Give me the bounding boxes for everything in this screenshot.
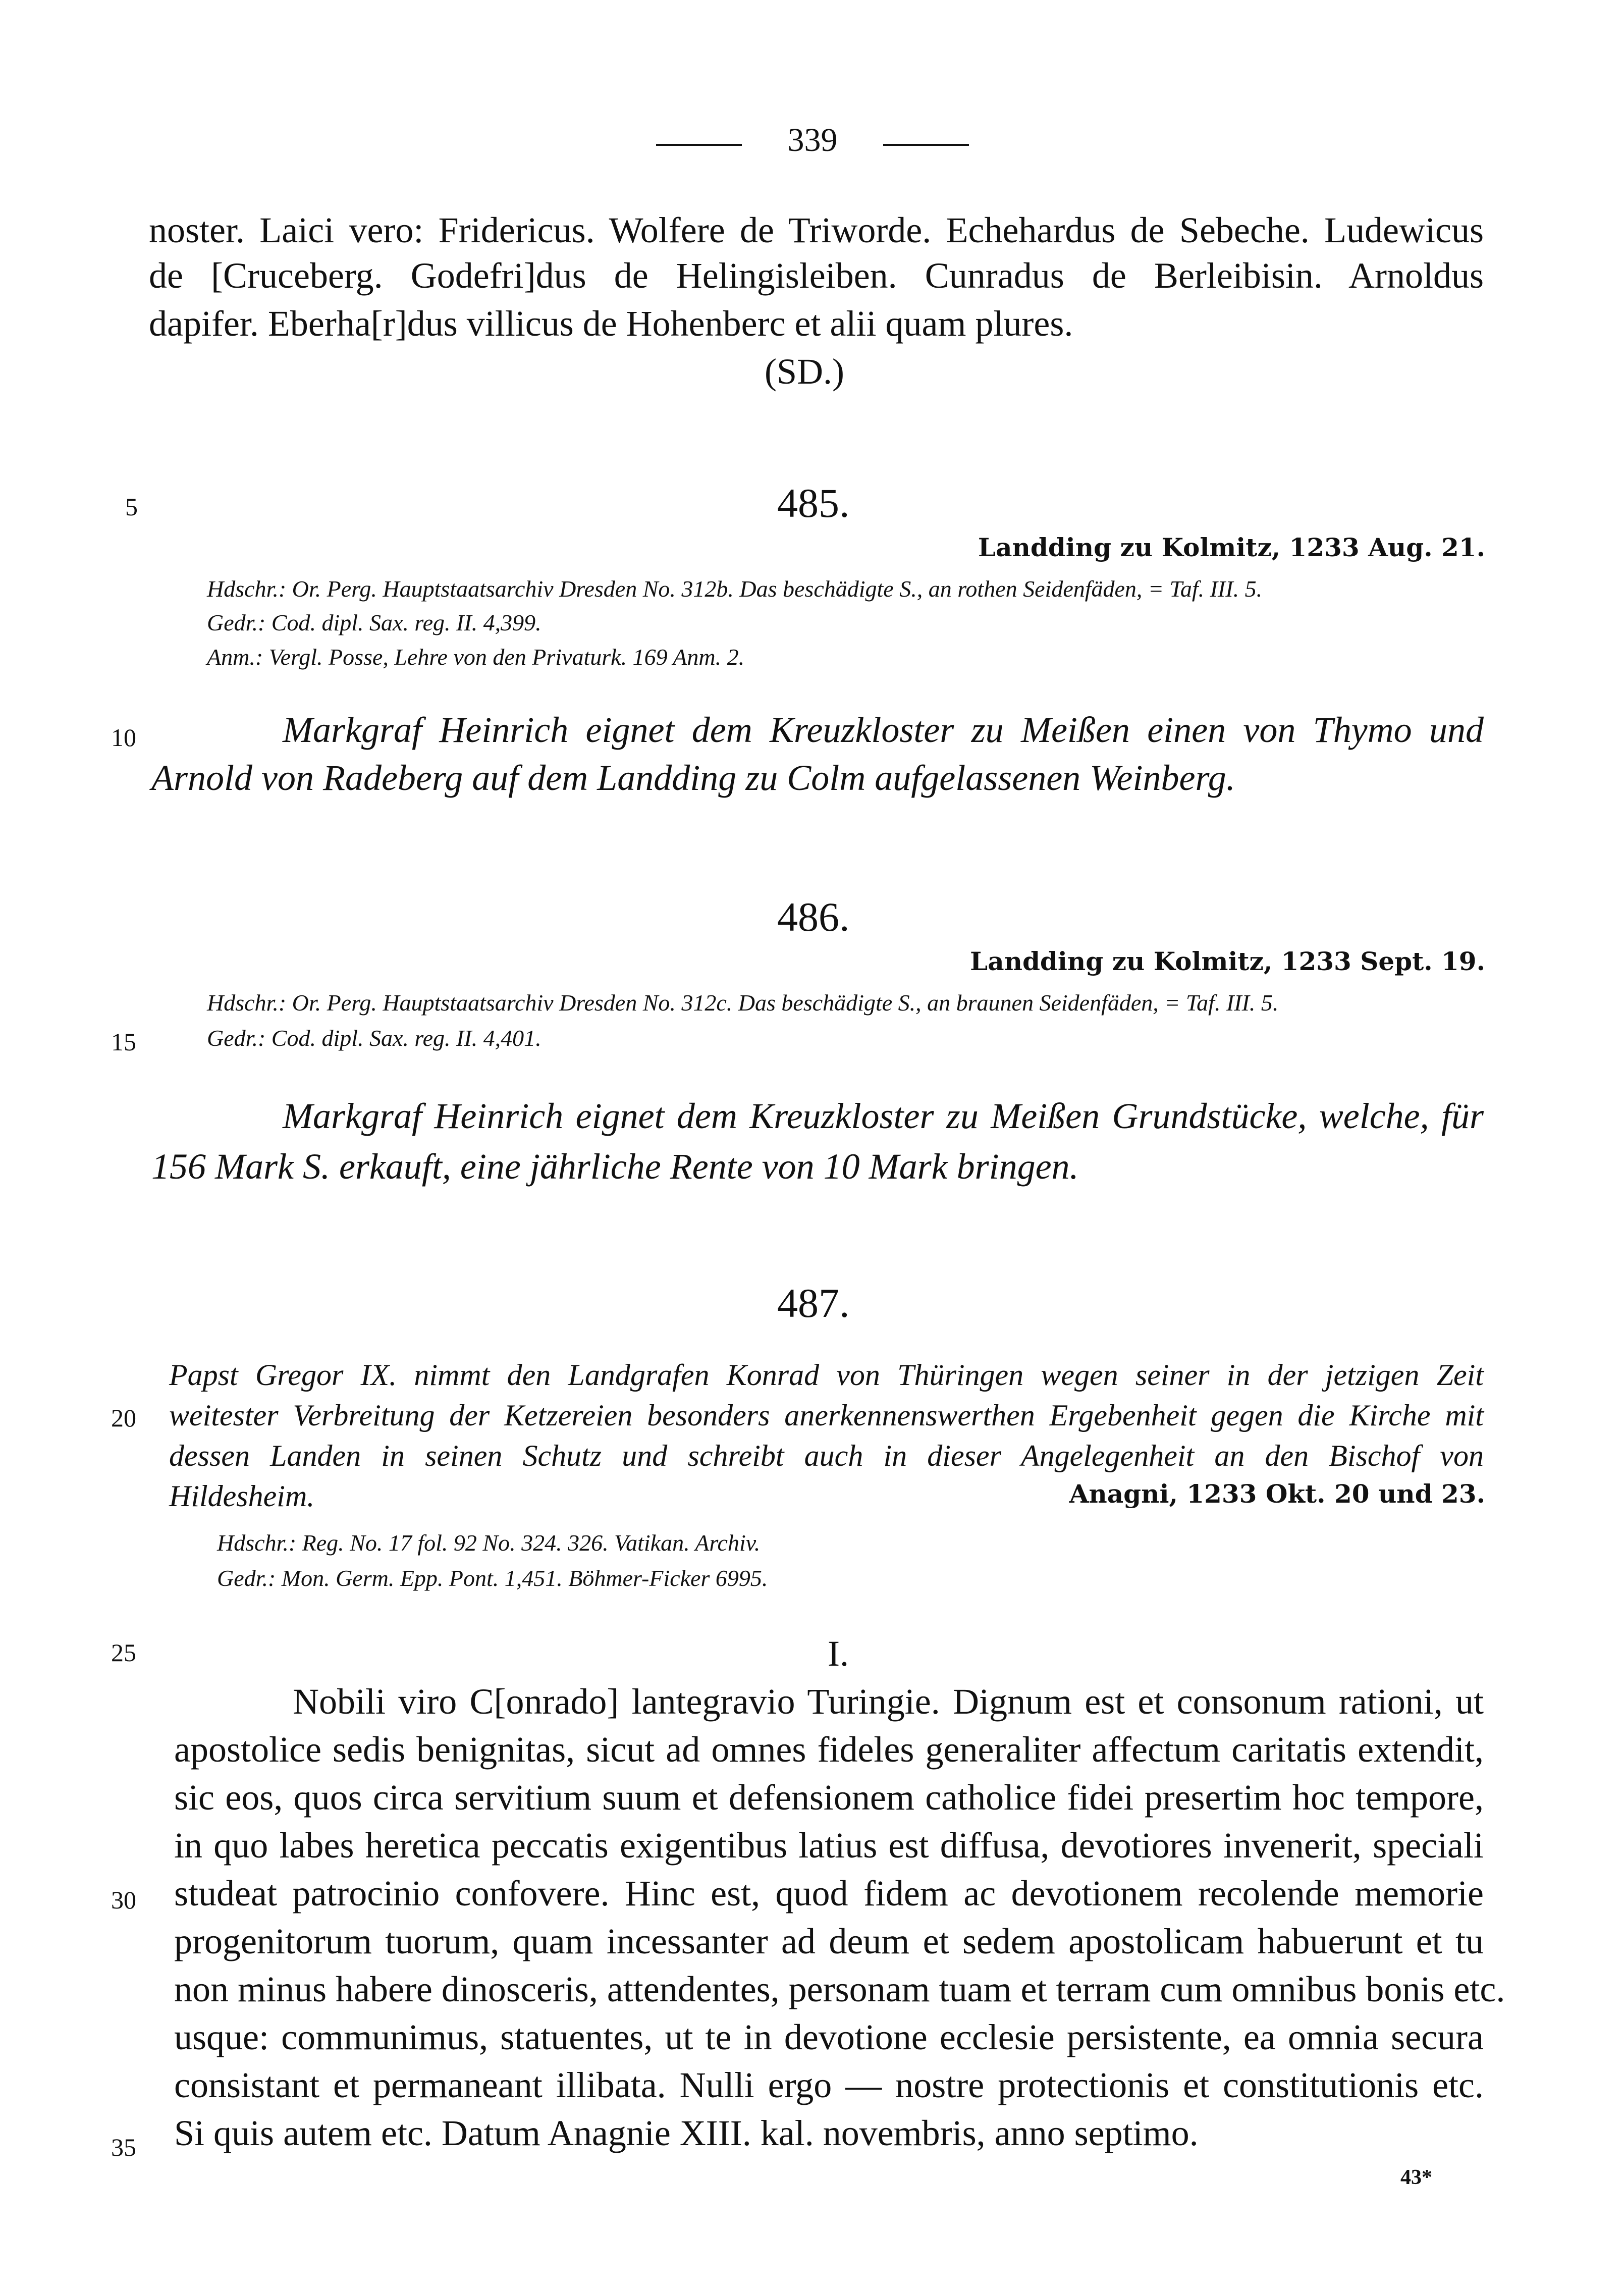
regest-line: Hildesheim. (169, 1479, 315, 1513)
text-line: usque: communimus, statuentes, ut te in devotione ecclesie persistente, ea omnia secura (174, 2017, 1484, 2057)
line-number: 5 (125, 493, 138, 521)
intro-line: dapifer. Eberha[r]dus villicus de Hohenberc et alii quam plures. (149, 303, 1073, 344)
text-line: Nobili viro C[onrado] lantegravio Turingie. Dignum est et consonum rationi, ut (293, 1681, 1484, 1722)
edition-note: Gedr.: Cod. dipl. Sax. reg. II. 4,401. (207, 1025, 542, 1051)
place-date: Anagni, 1233 Okt. 20 und 23. (1069, 1479, 1485, 1509)
text-line: studeat patrocinio confovere. Hinc est, quod fidem ac devotionem recolende memorie (174, 1873, 1484, 1914)
remark-note: Anm.: Vergl. Posse, Lehre von den Privaturk. 169 Anm. 2. (207, 644, 745, 670)
regest-line: Arnold von Radeberg auf dem Landding zu Colm aufgelassenen Weinberg. (151, 758, 1235, 798)
text-line: in quo labes heretica peccatis exigentibus latius est diffusa, devotiores invenerit, speciali (174, 1825, 1484, 1866)
regest-line: Markgraf Heinrich eignet dem Kreuzkloster zu Meißen Grundstücke, welche, für (283, 1096, 1484, 1136)
header-rule-right (883, 144, 969, 146)
document-number: 485. (777, 480, 850, 526)
line-number: 35 (111, 2133, 136, 2161)
line-number: 20 (111, 1404, 136, 1432)
edition-note: Gedr.: Mon. Germ. Epp. Pont. 1,451. Böhmer-Ficker 6995. (217, 1565, 768, 1591)
signature-mark: 43* (1400, 2166, 1432, 2189)
intro-line: noster. Laici vero: Fridericus. Wolfere de Triworde. Echehardus de Sebeche. Ludewicus (149, 210, 1484, 250)
source-sigil: (SD.) (765, 351, 844, 392)
regest-line: Markgraf Heinrich eignet dem Kreuzkloster zu Meißen einen von Thymo und (283, 710, 1484, 750)
section-numeral: I. (828, 1633, 849, 1674)
regest-line: Papst Gregor IX. nimmt den Landgrafen Konrad von Thüringen wegen seiner in der jetzigen Zeit (169, 1358, 1484, 1392)
place-date: Landding zu Kolmitz, 1233 Aug. 21. (978, 533, 1485, 562)
page-number: 339 (787, 122, 838, 158)
regest-line: weitester Verbreitung der Ketzereien besonders anerkennenswerthen Ergebenheit gegen die Kirche mit (169, 1399, 1484, 1432)
line-number: 15 (111, 1028, 136, 1056)
line-number: 10 (111, 723, 136, 752)
intro-line: de [Cruceberg. Godefri]dus de Helingisleiben. Cunradus de Berleibisin. Arnoldus (149, 255, 1484, 296)
text-line: apostolice sedis benignitas, sicut ad omnes fideles generaliter affectum caritatis extendit, (174, 1729, 1484, 1770)
text-line: sic eos, quos circa servitium suum et defensionem catholice fidei presertim hoc tempore, (174, 1777, 1484, 1818)
text-line: non minus habere dinosceris, attendentes, personam tuam et terram cum omnibus bonis etc. (174, 1969, 1505, 2009)
page-header (656, 121, 969, 162)
regest-line: 156 Mark S. erkauft, eine jährliche Rente von 10 Mark bringen. (151, 1146, 1079, 1187)
line-number: 30 (111, 1886, 136, 1914)
text-line: Si quis autem etc. Datum Anagnie XIII. kal. novembris, anno septimo. (174, 2113, 1199, 2153)
edition-note: Gedr.: Cod. dipl. Sax. reg. II. 4,399. (207, 610, 542, 635)
text-line: progenitorum tuorum, quam incessanter ad deum et sedem apostolicam habuerunt et tu (174, 1921, 1484, 1961)
document-number: 486. (777, 894, 850, 940)
document-number: 487. (777, 1280, 850, 1326)
manuscript-note: Hdschr.: Or. Perg. Hauptstaatsarchiv Dresden No. 312b. Das beschädigte S., an rothen Seidenfäden, = Taf. III. 5. (207, 576, 1263, 602)
text-line: consistant et permaneant illibata. Nulli ergo — nostre protectionis et constitutionis etc. (174, 2065, 1484, 2105)
line-number: 25 (111, 1638, 136, 1667)
manuscript-note: Hdschr.: Reg. No. 17 fol. 92 No. 324. 326. Vatikan. Archiv. (217, 1530, 761, 1556)
regest-line: dessen Landen in seinen Schutz und schreibt auch in dieser Angelegenheit an den Bischof von (169, 1439, 1484, 1472)
place-date: Landding zu Kolmitz, 1233 Sept. 19. (970, 946, 1485, 976)
manuscript-note: Hdschr.: Or. Perg. Hauptstaatsarchiv Dresden No. 312c. Das beschädigte S., an braunen Seidenfäden, = Taf. III. 5. (207, 990, 1279, 1016)
